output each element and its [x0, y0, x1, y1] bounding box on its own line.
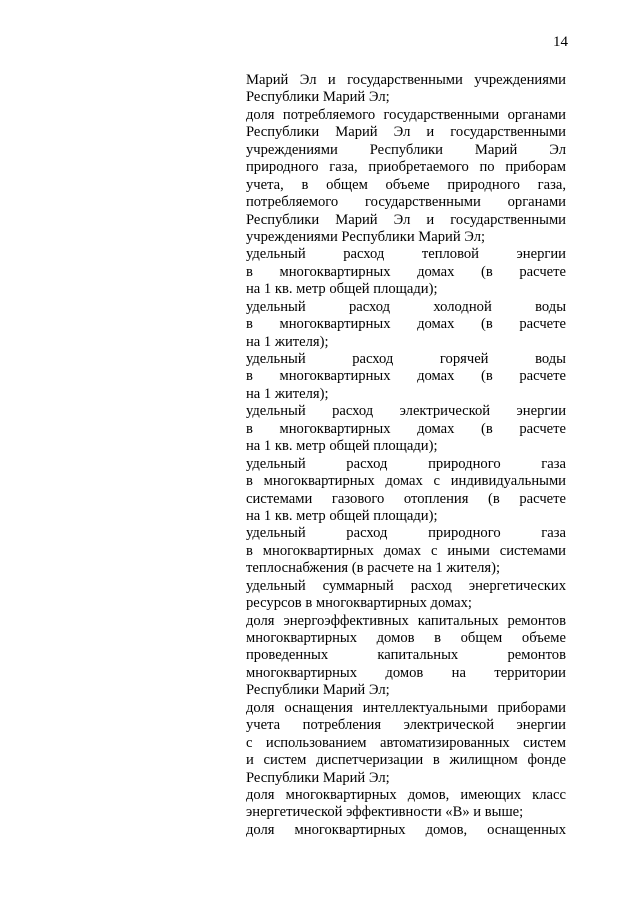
text-line: в многоквартирных домах с иными системами — [246, 542, 566, 559]
text-line: учета потребления электрической энергии — [246, 717, 566, 734]
text-line: учреждениями Республики Марий Эл — [246, 141, 566, 158]
text-line: доля оснащения интеллектуальными приборами — [246, 699, 566, 716]
text-line: многоквартирных домов в общем объеме — [246, 630, 566, 646]
text-line: системами газового отопления (в расчете — [246, 490, 566, 507]
text-line: энергетической эффективности «B» и выше; — [246, 804, 524, 821]
text-line: в многоквартирных домах с индивидуальными — [246, 473, 566, 490]
text-line: на 1 кв. метр общей площади); — [246, 507, 438, 524]
text-line: в многоквартирных домах (в расчете — [246, 316, 566, 333]
text-line: и систем диспетчеризации в жилищном фонде — [246, 752, 566, 769]
text-line: Республики Марий Эл; — [246, 682, 390, 699]
text-line: в многоквартирных домах (в расчете — [246, 263, 566, 280]
text-line: учреждениями Республики Марий Эл; — [246, 228, 486, 245]
text-line: Марий Эл и государственными учреждениями — [246, 72, 566, 88]
text-line: многоквартирных домов на территории — [246, 664, 566, 681]
text-line: в многоквартирных домах (в расчете — [246, 368, 566, 385]
text-line: в многоквартирных домах (в расчете — [246, 420, 566, 437]
text-line: на 1 жителя); — [246, 385, 329, 402]
text-line: теплоснабжения (в расчете на 1 жителя); — [246, 560, 501, 577]
text-line: удельный расход горячей воды — [246, 351, 566, 367]
text-line: удельный расход холодной воды — [246, 298, 566, 315]
text-line: доля потребляемого государственными органами — [246, 106, 566, 123]
text-line: удельный суммарный расход энергетических — [246, 577, 566, 594]
text-line: природного газа, приобретаемого по приборам — [246, 159, 566, 176]
text-line: ресурсов в многоквартирных домах; — [246, 595, 472, 612]
text-line: потребляемого государственными органами — [246, 194, 566, 211]
text-line: доля многоквартирных домов, имеющих класс — [246, 786, 566, 803]
text-line: удельный расход природного газа — [246, 455, 566, 472]
text-line: Республики Марий Эл; — [246, 769, 390, 786]
text-line: Республики Марий Эл и государственными — [246, 211, 566, 228]
text-line: с использованием автоматизированных систем — [246, 734, 566, 751]
text-line: Республики Марий Эл и государственными — [246, 124, 566, 141]
text-line: на 1 кв. метр общей площади); — [246, 281, 438, 298]
page-number: 14 — [553, 34, 568, 50]
text-line: проведенных капитальных ремонтов — [246, 647, 566, 664]
text-line: доля многоквартирных домов, оснащенных — [246, 821, 566, 838]
text-line: Республики Марий Эл; — [246, 89, 390, 106]
text-line: удельный расход природного газа — [246, 525, 566, 542]
text-line: на 1 кв. метр общей площади); — [246, 438, 438, 455]
text-line: удельный расход электрической энергии — [246, 403, 566, 420]
body-text — [246, 72, 566, 839]
text-line: учета, в общем объеме природного газа, — [246, 176, 566, 193]
text-line: удельный расход тепловой энергии — [246, 246, 566, 263]
text-line: доля энергоэффективных капитальных ремонтов — [246, 612, 566, 629]
text-line: на 1 жителя); — [246, 333, 329, 350]
